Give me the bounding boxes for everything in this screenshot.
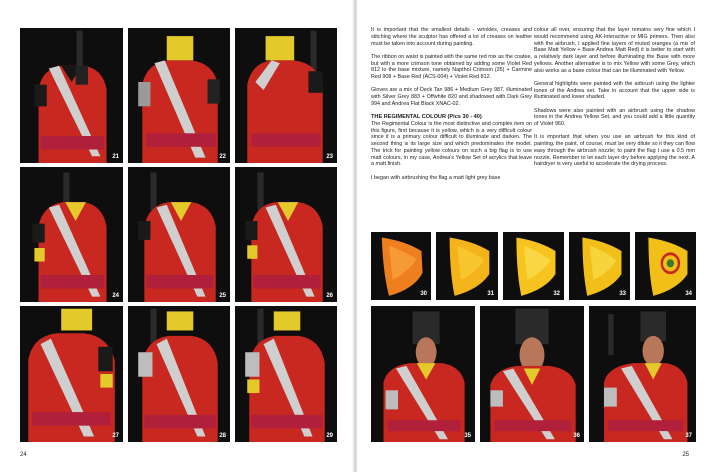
photo-33 bbox=[569, 232, 630, 300]
paragraph: Shadows were also painted with an airbrush using the shadow tones in the Andrea Yellow Set, and you could add a little quantity of Violet 960. bbox=[534, 107, 695, 127]
photo-number: 37 bbox=[685, 433, 692, 439]
photo-28 bbox=[128, 306, 230, 442]
photo-number: 27 bbox=[112, 433, 119, 439]
photo-number: 36 bbox=[573, 433, 580, 439]
photo-number: 21 bbox=[112, 154, 119, 160]
section-heading: THE REGIMENTAL COLOUR (Pics 30 - 40) bbox=[371, 114, 482, 120]
photo-number: 35 bbox=[464, 433, 471, 439]
paragraph: I began with airbrushing the flag a matt light grey base bbox=[371, 174, 501, 181]
photo-21 bbox=[20, 28, 123, 163]
photo-25 bbox=[128, 167, 230, 302]
page-gutter bbox=[352, 0, 358, 472]
paragraph: The Regimental Colour is the most distinctive and complex item on this figure, first because it is yellow, which is a very difficult colour since it is a primary colour difficult to illuminate and darken. The second thing is its large size and which predominates the model. The trick for painting yellow colours on such a big flag is to use matt colours, in my case, Andrea's Yellow Set of acrylics that leave a matt finish. bbox=[371, 120, 532, 168]
photo-number: 31 bbox=[487, 291, 494, 297]
photo-27 bbox=[20, 306, 123, 442]
paragraph: colour all over, ensuring that the layer remains very fine which I would recommend using AK-Interactive or MIG primers. Then also with the airbrush, I applied fine layers of muted oranges (a mix of Base Matt Yellow + Base Andrea Matt Red) it is better to start with a relatively dark layer and before illuminating the Base with more yellows. Another alternative is to mix Yellow with some Grey, which also works as a base colour that can be illuminated with Yellow. bbox=[534, 27, 695, 74]
photo-31 bbox=[436, 232, 498, 300]
photo-number: 25 bbox=[219, 293, 226, 299]
photo-34 bbox=[635, 232, 696, 300]
photo-30 bbox=[371, 232, 431, 300]
photo-22 bbox=[128, 28, 230, 163]
photo-37 bbox=[589, 306, 696, 442]
page-number-right: 25 bbox=[682, 452, 689, 458]
photo-number: 29 bbox=[326, 433, 333, 439]
photo-35 bbox=[371, 306, 475, 442]
paragraph: Gloves are a mix of Deck Tan 986 + Medium Grey 987, illuminated with Silver Grey 883 + Offwhite 820 and shadowed with Dark Grey 994 and Andrea Flat Black XNAC-02. bbox=[371, 87, 532, 107]
photo-number: 24 bbox=[112, 293, 119, 299]
page-number-left: 24 bbox=[20, 452, 27, 458]
text-column-2 bbox=[534, 27, 695, 175]
photo-number: 28 bbox=[219, 433, 226, 439]
photo-number: 30 bbox=[420, 291, 427, 297]
paragraph: General highlights were painted with the airbrush using the lighter tones of the Andrea set. Take in account that the upper side is illuminated and lower shaded. bbox=[534, 80, 695, 101]
paragraph: It is important that the smallest details - wrinkles, creases and stitching where the sculptor has offered a lot of creases on leather must be taken into account during painting. bbox=[371, 27, 532, 47]
photo-24 bbox=[20, 167, 123, 302]
photo-number: 33 bbox=[619, 291, 626, 297]
photo-29 bbox=[235, 306, 337, 442]
photo-number: 34 bbox=[685, 291, 692, 297]
photo-36 bbox=[480, 306, 584, 442]
text-column-1 bbox=[371, 27, 532, 188]
paragraph: It is important that when you use an airbrush for this kind of painting, the paint, of course, must be very dilute so it they can flow easy through the airbrush nozzle; to paint the flag I use a 0.5 mm nozzle. Remember to let each layer dry before applying the next. A hairdryer is very useful to accelerate the drying process. bbox=[534, 134, 695, 168]
photo-23 bbox=[235, 28, 337, 163]
photo-number: 26 bbox=[326, 293, 333, 299]
photo-number: 32 bbox=[553, 291, 560, 297]
photo-32 bbox=[503, 232, 564, 300]
paragraph: The ribbon on waist is painted with the same red mix as the coatee, but with a more crimson tone obtained by adding some Violet Red 812 to the base mixture, namely Napthol Crimson (35) + Carmine Red 908 + Base Red (ACS-004) + Violet Red 812. bbox=[371, 53, 532, 80]
photo-26 bbox=[235, 167, 337, 302]
photo-number: 23 bbox=[326, 154, 333, 160]
photo-number: 22 bbox=[219, 154, 226, 160]
